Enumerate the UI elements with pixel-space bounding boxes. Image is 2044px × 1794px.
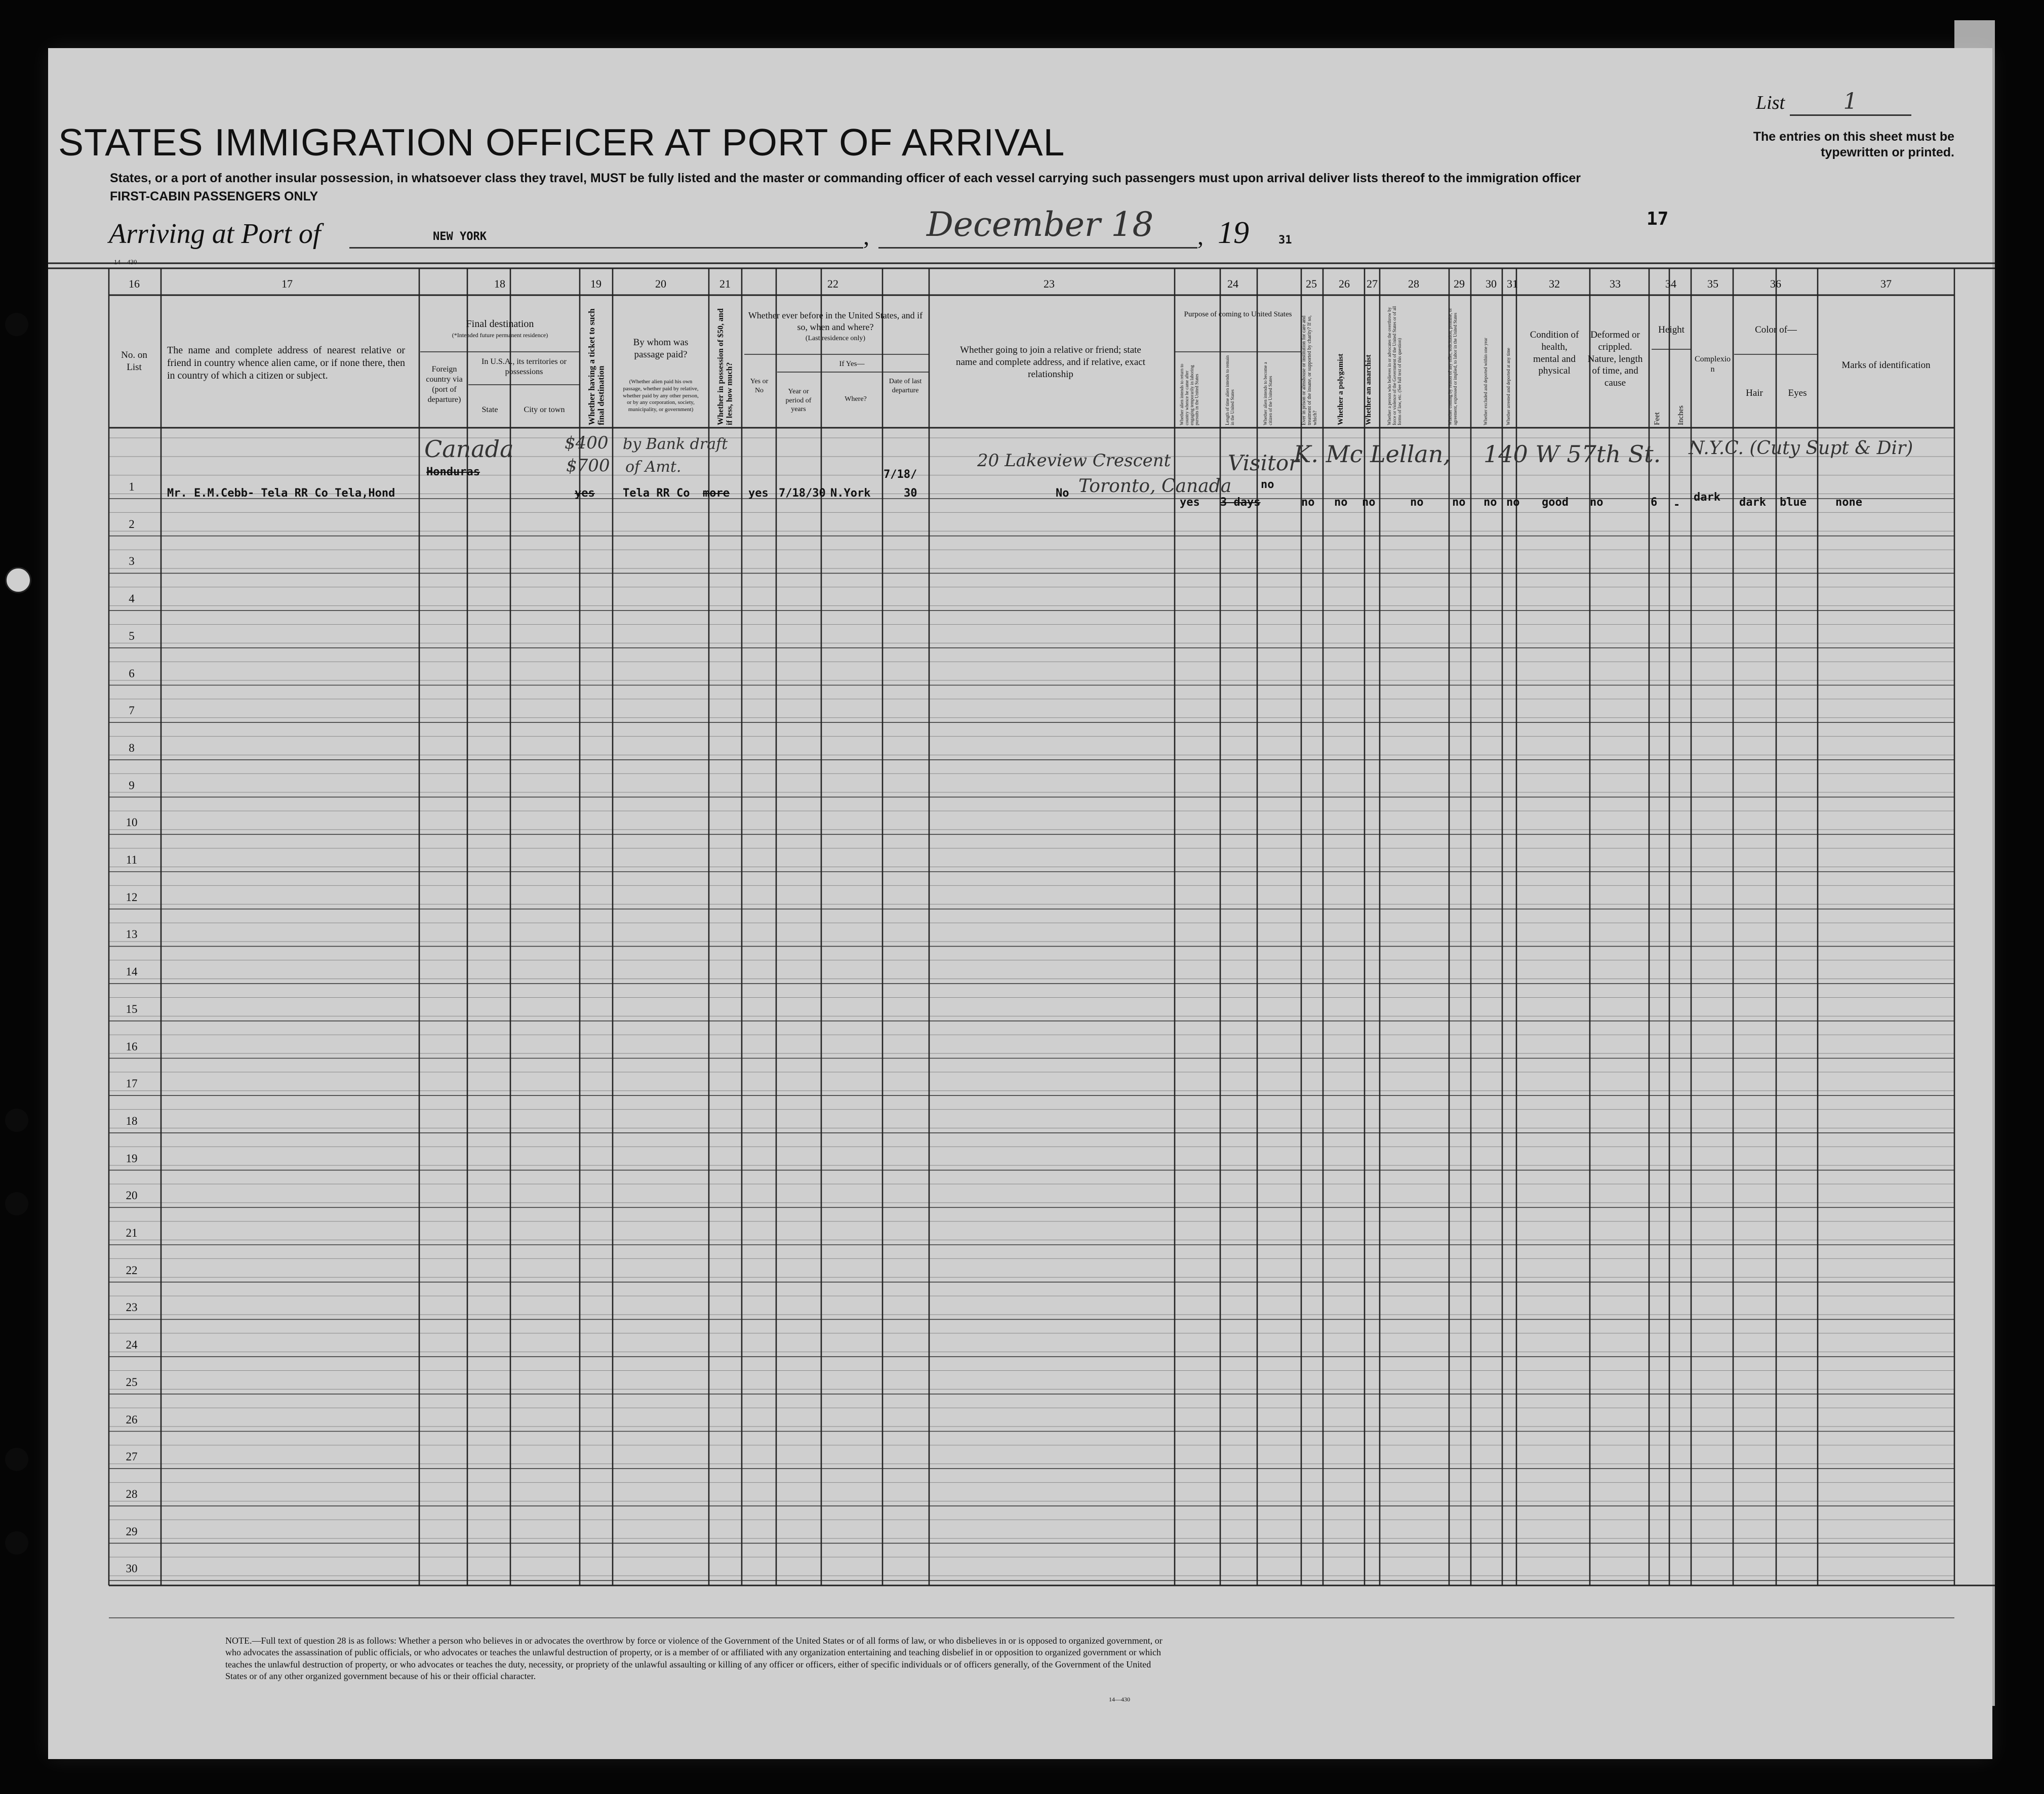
header-purpose-b: Length of time alien intends to remain in the United States (1225, 355, 1235, 425)
entry-q28: no (1410, 496, 1424, 509)
entry-q30: no (1484, 496, 1497, 509)
header-where: Where? (845, 395, 867, 403)
entry-before-where: N.York (830, 487, 871, 500)
entry-paid-by: Tela RR Co (623, 487, 690, 500)
col-num: 33 (1610, 277, 1621, 290)
row-number: 16 (126, 1040, 138, 1053)
arriving-label: Arriving at Port of (109, 218, 321, 250)
row-number: 28 (126, 1487, 138, 1500)
col-num: 36 (1770, 277, 1781, 290)
header-inches: Inches (1677, 405, 1685, 425)
header-ifyes: If Yes— (839, 360, 865, 368)
row-number: 2 (129, 517, 135, 531)
col-num: 20 (655, 277, 666, 290)
row-number: 20 (126, 1189, 138, 1202)
entry-feet: 6 (1651, 496, 1658, 509)
entry-paid-hand: by Bank draft (623, 435, 728, 453)
col-num: 24 (1227, 277, 1238, 290)
row-number: 27 (126, 1450, 138, 1463)
arrival-date: December 18 (927, 205, 1154, 244)
header-relative: The name and complete address of nearest relative or friend in country whence alien came, or if none there, then in country of which a citizen or subject. (167, 345, 405, 381)
row-number: 11 (126, 853, 138, 866)
header-paid-sub: (Whether alien paid his own passage, whether paid by relative, whether paid by any other person, or by any corporation, society, municipality, or government) (623, 379, 699, 413)
row-number: 17 (126, 1077, 138, 1090)
row-number: 7 (129, 704, 135, 717)
header-before: Whether ever before in the United States, and if so, when and where? (748, 310, 923, 332)
col-num: 34 (1665, 277, 1676, 290)
header-destination: Final destination (466, 318, 534, 330)
col-num: 22 (827, 277, 838, 290)
row-number: 21 (126, 1227, 138, 1239)
year-suffix: 31 (1278, 234, 1292, 247)
col-num: 23 (1044, 277, 1055, 290)
col-num: 21 (719, 277, 731, 290)
entry-money: more (703, 487, 730, 500)
header-ticket: Whether having a ticket to such final destination (587, 308, 606, 425)
header-purpose-a: Whether alien intends to return to country whence he came after engaging temporarily in laboring pursuits in the United States (1179, 363, 1199, 425)
page-title: STATES IMMIGRATION OFFICER AT PORT OF ARRIVAL (58, 121, 1065, 164)
col-num: 26 (1339, 277, 1350, 290)
header-color: Color of— (1755, 324, 1797, 335)
row-number: 22 (126, 1263, 138, 1277)
col-num: 27 (1367, 277, 1378, 290)
row-number: 13 (126, 928, 138, 941)
header-deformed: Deformed or crippled. Nature, length of time, and cause (1587, 330, 1643, 388)
row-number: 23 (126, 1301, 138, 1314)
entry-length-hand: Visitor (1228, 451, 1299, 475)
entry-complexion: dark (1694, 491, 1720, 504)
row-number: 30 (126, 1562, 138, 1575)
typewritten-instruction: The entries on this sheet must be typewritten or printed. (1753, 130, 1954, 160)
row-number: 18 (126, 1114, 138, 1127)
row-number: 26 (126, 1413, 138, 1426)
col-num: 37 (1880, 277, 1892, 290)
entry-ticket-hand: $400 (565, 433, 609, 453)
entry-before-period: 7/18/30 (779, 487, 826, 500)
header-join: Whether going to join a relative or friend; state name and complete address, and if relative, exact relationship (955, 345, 1146, 380)
row-number: 24 (126, 1338, 138, 1352)
header-list-no: No. on List (121, 350, 147, 373)
entry-foreign-hand: Canada (424, 435, 514, 463)
row-number: 12 (126, 890, 138, 904)
entry-citizen: no (1261, 478, 1274, 491)
entry-join-hand: 20 Lakeview Crescent (977, 451, 1171, 471)
entry-join-typed: No (1056, 487, 1069, 500)
header-purpose: Purpose of coming to United States (1184, 310, 1292, 318)
entry-paid-hand: of Amt. (625, 458, 682, 476)
header-arrested: Whether arrested and deported at any time (1506, 348, 1511, 425)
class-line: FIRST-CABIN PASSENGERS ONLY (110, 189, 318, 203)
entry-q31: no (1506, 496, 1520, 509)
entry-inches: - (1673, 499, 1680, 511)
header-period: Year or period of years (785, 388, 812, 413)
col-num: 30 (1486, 277, 1497, 290)
row-number: 10 (126, 816, 138, 829)
col-num: 31 (1507, 277, 1518, 290)
header-yes-no: Yes or No (750, 378, 769, 394)
header-destination-sub: (*Intended future permanent residence) (452, 332, 548, 339)
col-num: 16 (129, 277, 140, 290)
entry-q26: no (1334, 496, 1348, 509)
header-labor: Whether coming by reason of any offer, solicitation, promise, or agreement, expressed or implied, to labor in the United States (1448, 308, 1458, 425)
header-purpose-c: Whether alien intends to become a citizen of the United States (1263, 362, 1273, 425)
row-number: 4 (129, 592, 135, 605)
header-hair: Hair (1746, 388, 1763, 398)
header-departure: Date of last departure (889, 378, 922, 394)
entry-join-hand: Toronto, Canada (1078, 476, 1232, 497)
header-complexion: Complexion (1694, 355, 1731, 374)
col-num: 29 (1454, 277, 1465, 290)
row-number: 15 (126, 1002, 138, 1015)
entry-last-departure-year: 30 (904, 487, 917, 500)
entry-length: 3 days (1220, 496, 1261, 509)
header-polygamist: Whether a polygamist (1337, 353, 1345, 425)
row-number: 29 (126, 1525, 138, 1538)
list-value: 1 (1790, 89, 1911, 116)
entry-relative: Mr. E.M.Cebb- Tela RR Co Tela,Hond (167, 487, 395, 500)
col-num: 17 (282, 277, 293, 290)
entry-overwrite-hand: K. Mc Lellan, (1294, 440, 1451, 468)
entry-overwrite-hand: 140 W 57th St. (1484, 440, 1661, 468)
col-num: 19 (590, 277, 602, 290)
row-number: 8 (129, 741, 135, 754)
footnote-q28: NOTE.—Full text of question 28 is as follows: Whether a person who believes in or advocates the overthrow by force or violence of the Government of the United States or of all forms of law, or who disbelieves in or is opposed to organized government, or who advocates the assassination of public officials, or who advocates or teaches the unlawful destruction of property, or is a member of or affiliated with any organization entertaining and teaching disbelief in or opposition to organized government or which teaches the unlawful destruction of property, or who advocates or teaches the duty, necessity, or propriety of the unlawful assaulting or killing of any officer or officers, either of specific individuals or of officers generally, of the Government of the United States or of any other organized government because of his or their official character. (225, 1636, 1163, 1682)
row-number: 5 (129, 629, 135, 642)
list-label: List 1 (1756, 89, 1911, 116)
header-prison: Ever in prison or almshouse or institution for care and treatment of the insane, or supported by charity? If so, which? (1301, 315, 1318, 425)
col-num: 35 (1707, 277, 1718, 290)
footnote-form-number: 14—430 (1109, 1696, 1130, 1703)
entry-ticket-struck: yes (575, 487, 595, 500)
entry-eyes: blue (1780, 496, 1807, 509)
row-number: 25 (126, 1375, 138, 1389)
entry-return: yes (1180, 496, 1200, 509)
header-foreign-country: Foreign country via (port of departure) (426, 365, 463, 404)
entry-before-yes: yes (748, 487, 769, 500)
row-number: 1 (129, 480, 135, 493)
page-subtitle: States, or a port of another insular possession, in whatsoever class they travel, MUST be fully listed and the master or commanding officer of each vessel carrying such passengers must upon arrival deliver lists thereof to the immigration officer (110, 171, 1581, 185)
entry-last-departure: 7/18/ (884, 468, 917, 481)
header-marks: Marks of identification (1841, 360, 1931, 371)
form-number: 14—430 (114, 258, 137, 266)
row-number: 6 (129, 667, 135, 680)
entry-q27: no (1362, 496, 1376, 509)
col-num: 18 (494, 277, 505, 290)
row-number: 19 (126, 1152, 138, 1165)
row-number: 9 (129, 779, 135, 792)
header-eyes: Eyes (1788, 388, 1807, 398)
port-value: NEW YORK (433, 230, 487, 243)
entry-deformed: no (1590, 496, 1604, 509)
header-usa: In U.S.A., its territories or possessions (482, 357, 567, 376)
header-before-sub: (Last residence only) (805, 335, 866, 342)
entry-hair: dark (1739, 496, 1766, 509)
year-prefix: 19 (1218, 216, 1249, 250)
entry-q29: no (1452, 496, 1466, 509)
entry-health: good (1542, 496, 1569, 509)
entry-ticket-hand: $700 (566, 456, 610, 476)
entry-overwrite-hand: N.Y.C. (Cuty Supt & Dir) (1689, 438, 1913, 459)
col-num: 25 (1306, 277, 1317, 290)
header-health: Condition of health, mental and physical (1530, 330, 1579, 377)
entry-foreign-struck: Honduras (426, 466, 480, 478)
header-paid: By whom was passage paid? (633, 337, 689, 360)
header-q28: Whether a person who believes in or advocates the overthrow by force or violence of the Government of the United States or of all forms of law, etc. (See full text of this question) (1387, 306, 1402, 425)
header-excluded: Whether excluded and deported within one year (1483, 338, 1488, 425)
header-feet: Feet (1653, 412, 1661, 425)
col-num: 32 (1549, 277, 1560, 290)
col-num: 28 (1408, 277, 1419, 290)
header-state: State (482, 405, 498, 414)
entry-q25: no (1301, 496, 1315, 509)
row-number: 3 (129, 555, 135, 568)
row-number: 14 (126, 965, 138, 978)
page-number: 17 (1647, 209, 1669, 229)
header-height: Height (1658, 324, 1685, 335)
header-city: City or town (524, 405, 565, 414)
header-anarchist: Whether an anarchist (1365, 354, 1373, 425)
header-money: Whether in possession of $50, and if less, how much? (716, 308, 734, 425)
entry-marks: none (1835, 496, 1862, 509)
